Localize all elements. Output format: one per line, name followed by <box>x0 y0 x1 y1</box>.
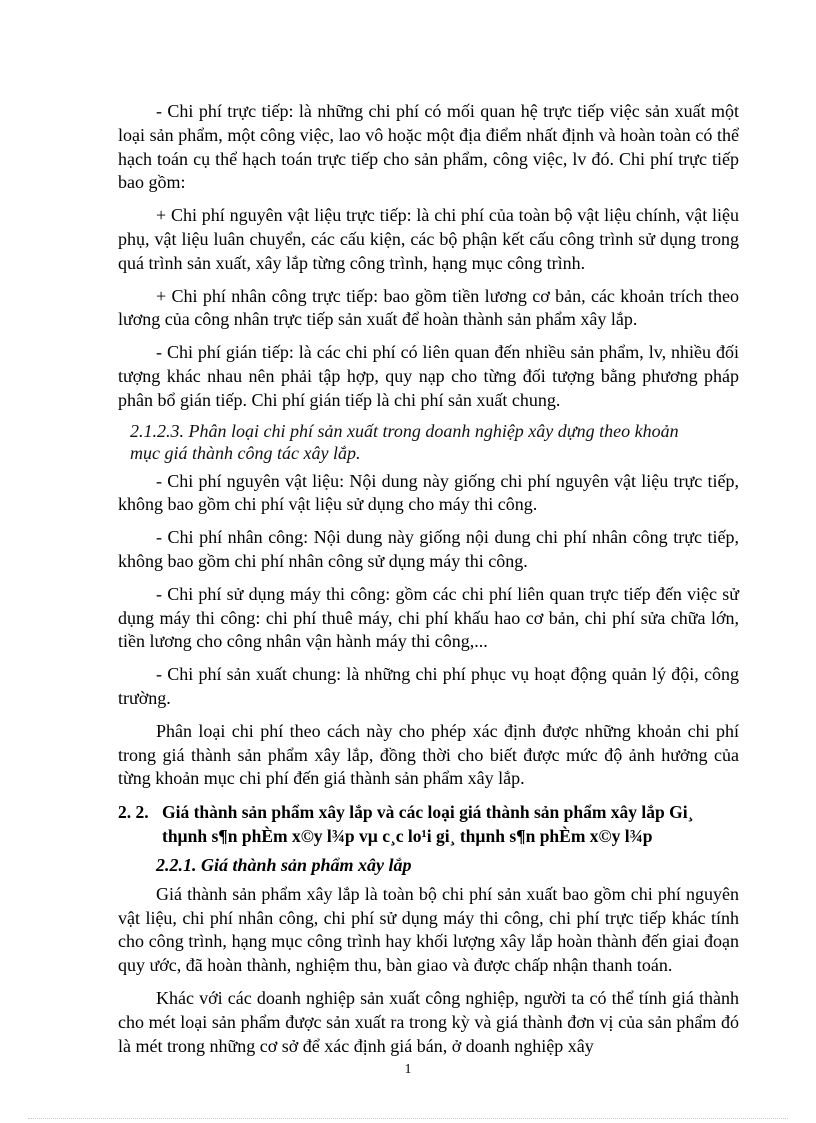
paragraph-machine-cost: - Chi phí sử dụng máy thi công: gồm các chi phí liên quan trực tiếp đến việc sử dụng máy thi công: chi phí thuê máy, chi phí khấu hao cơ bản, chi phí sửa chữa lớn, tiền lương cho công nhân vận hành máy thi công,... <box>118 583 739 652</box>
document-body <box>118 100 739 1067</box>
page-bottom-divider <box>28 1118 788 1119</box>
paragraph-material-cost: - Chi phí nguyên vật liệu: Nội dung này giống chi phí nguyên vật liệu trực tiếp, không bao gồm chi phí vật liệu sử dụng cho máy thi công. <box>118 470 739 515</box>
paragraph-direct-labor-cost: + Chi phí nhân công trực tiếp: bao gồm tiền lương cơ bản, các khoản trích theo lương của công nhân trực tiếp sản xuất để hoàn thành sản phẩm xây lắp. <box>118 285 739 330</box>
paragraph-indirect-cost: - Chi phí gián tiếp: là các chi phí có liên quan đến nhiều sản phẩm, lv, nhiều đối tượng khác nhau nên phải tập hợp, quy nạp cho từng đối tượng bằng phương pháp phân bổ gián tiếp. Chi phí gián tiếp là chi phí sản xuất chung. <box>118 342 739 410</box>
paragraph-general-production-cost: - Chi phí sản xuất chung: là những chi phí phục vụ hoạt động quản lý đội, công trường. <box>118 664 739 708</box>
italic-subheading-2-1-2-3: 2.1.2.3. Phân loại chi phí sản xuất trong doanh nghiệp xây dựng theo khoản mục giá thành công tác xây lắp. <box>130 420 679 463</box>
paragraph-labor-cost: - Chi phí nhân công: Nội dung này giống nội dung chi phí nhân công trực tiếp, không bao gồm chi phí nhân công sử dụng máy thi công. <box>118 527 739 571</box>
section-number: 2. 2. <box>118 802 149 823</box>
section-heading-2-2 <box>118 801 739 849</box>
paragraph-direct-cost: - Chi phí trực tiếp: là những chi phí có mối quan hệ trực tiếp việc sản xuất một loại sản phẩm, một công việc, lao vô hoặc một địa điểm nhất định và hoàn toàn có thể hạch toán cụ thể hạch toán trực tiếp cho sản phẩm, công việc, lv đó. Chi phí trực tiếp bao gồm: <box>118 101 739 193</box>
section-title: Giá thành sản phẩm xây lắp và các loại giá thành sản phẩm xây lắp Gi¸ thµnh s¶n phÈm x©y l¾p vµ c¸c lo¹i gi¸ thµnh s¶n phÈm x©y l¾p <box>162 802 694 846</box>
paragraph-classification-summary: Phân loại chi phí theo cách này cho phép xác định được những khoản chi phí trong giá thành sản phẩm xây lắp, đồng thời cho biết được mức độ ảnh hưởng của từng khoản mục chi phí đến giá thành sản phẩm xây lắp. <box>118 720 739 789</box>
paragraph-direct-material-cost: + Chi phí nguyên vật liệu trực tiếp: là chi phí của toàn bộ vật liệu chính, vật liệu phụ, vật liệu luân chuyển, các cấu kiện, các bộ phận kết cấu công trình sử dụng trong quá trình sản xuất, xây lắp từng công trình, hạng mục công trình. <box>118 205 739 273</box>
paragraph-industrial-comparison: Khác với các doanh nghiệp sản xuất công nghiệp, người ta có thể tính giá thành cho mét loại sản phẩm được sản xuất ra trong kỳ và giá thành đơn vị của sản phẩm đó là mét trong những cơ sở để xác định giá bán, ở doanh nghiệp xây <box>118 987 739 1056</box>
paragraph-product-cost-definition: Giá thành sản phẩm xây lắp là toàn bộ chi phí sản xuất bao gồm chi phí nguyên vật liệu, chi phí nhân công, chi phí sử dụng máy thi công, chi phí trực tiếp khác tính cho công trình, hạng mục công trình hay khối lượng xây lắp hoàn thành đến giai đoạn quy ước, đã hoàn thành, nghiệm thu, bàn giao và được chấp nhận thanh toán. <box>118 883 739 976</box>
page-number: 1 <box>404 1062 412 1077</box>
subsection-heading-2-2-1: 2.2.1. Giá thành sản phẩm xây lắp <box>156 854 412 875</box>
